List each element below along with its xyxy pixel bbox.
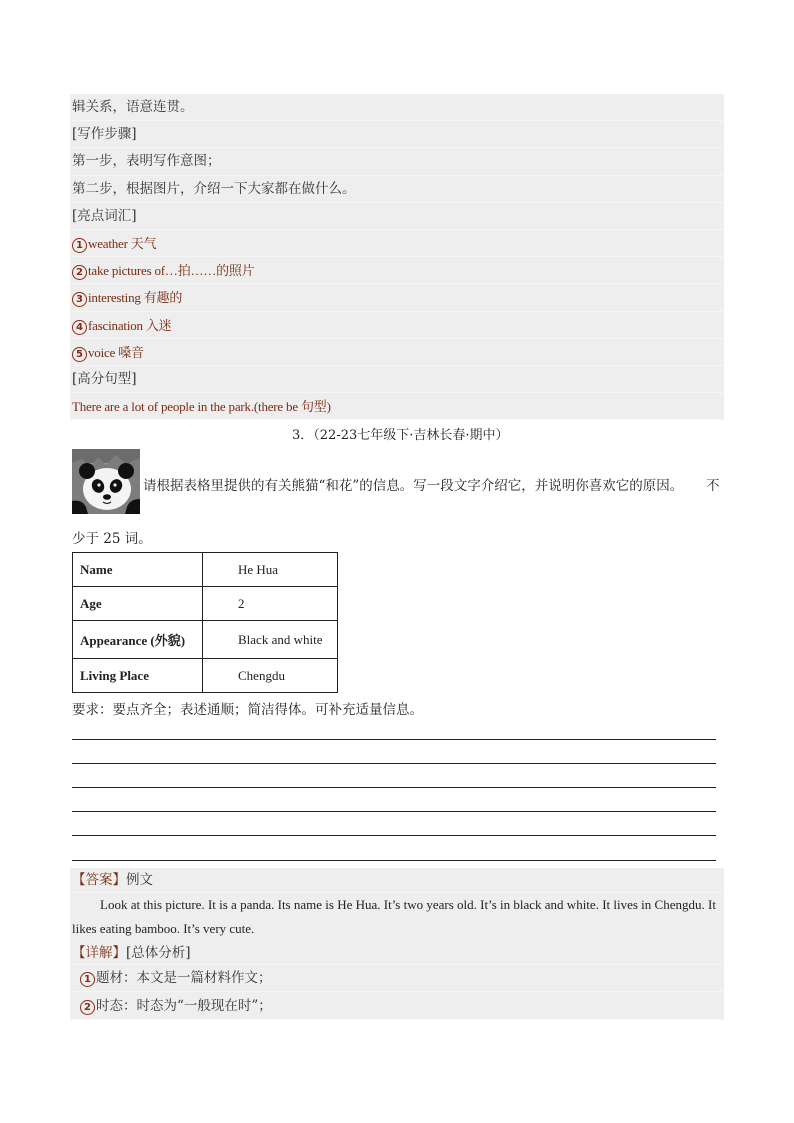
circled-number: 1 — [80, 972, 95, 987]
answer-tag: 【答案】 — [72, 872, 126, 888]
prompt-word-limit: 少于 25 词。 — [72, 531, 152, 547]
vocab-item: 1 weather 天气 — [70, 230, 724, 257]
circled-number: 2 — [72, 265, 87, 280]
vocab-item: 4 fascination 入迷 — [70, 312, 724, 339]
vocab-item: 3 interesting 有趣的 — [70, 284, 724, 311]
continuation-line: 辑关系，语意连贯。 — [70, 94, 724, 121]
analysis-block — [70, 94, 724, 420]
table-value: 2 — [203, 587, 338, 621]
table-row — [73, 659, 338, 693]
circled-number: 3 — [72, 292, 87, 307]
table-key: Appearance (外貌) — [73, 621, 203, 659]
question-header: 3．（22-23七年级下·吉林长春·期中） — [292, 428, 509, 443]
requirements: 要求：要点齐全；表述通顺；简洁得体。可补充适量信息。 — [72, 702, 423, 718]
sentence-example: There are a lot of people in the park.(there be 句型) — [70, 393, 724, 420]
sentence-heading: [高分句型] — [70, 366, 724, 393]
step-2: 第二步，根据图片，介绍一下大家都在做什么。 — [70, 176, 724, 203]
steps-heading: [写作步骤] — [70, 121, 724, 148]
prompt-text-end: 不 — [706, 478, 720, 494]
table-value: He Hua — [203, 553, 338, 587]
panda-image — [72, 449, 140, 514]
vocab-item: 2 take pictures of…拍……的照片 — [70, 257, 724, 284]
table-key: Age — [73, 587, 203, 621]
writing-line — [72, 739, 716, 740]
table-row — [73, 587, 338, 621]
table-value: Black and white — [203, 621, 338, 659]
answer-block — [70, 868, 724, 1020]
detail-heading — [70, 941, 724, 966]
table-key: Living Place — [73, 659, 203, 693]
circled-number: 1 — [72, 238, 87, 253]
prompt-text: 请根据表格里提供的有关熊猫“和花”的信息。写一段文字介绍它，并说明你喜欢它的原因。 — [143, 478, 684, 494]
vocab-heading: [亮点词汇] — [70, 203, 724, 230]
analysis-point: 2 时态：时态为“一般现在时”； — [70, 992, 724, 1020]
table-row — [73, 621, 338, 659]
table-row — [73, 553, 338, 587]
model-essay: Look at this picture. It is a panda. Its name is He Hua. It’s two years old. It’s in black and white. It lives in Chengdu. It likes eating bamboo. It’s very cute. — [72, 896, 716, 936]
writing-line — [72, 763, 716, 764]
circled-number: 2 — [80, 1000, 95, 1015]
writing-line — [72, 860, 716, 861]
analysis-point: 1 题材：本文是一篇材料作文； — [70, 965, 724, 992]
detail-label: [总体分析] — [126, 944, 191, 961]
writing-line — [72, 835, 716, 836]
answer-heading — [70, 868, 724, 893]
table-value: Chengdu — [203, 659, 338, 693]
step-1: 第一步，表明写作意图； — [70, 148, 724, 175]
detail-tag: 【详解】 — [72, 944, 126, 961]
table-key: Name — [73, 553, 203, 587]
answer-label: 例文 — [126, 872, 153, 888]
writing-line — [72, 787, 716, 788]
info-table — [72, 552, 338, 693]
vocab-item: 5 voice 嗓音 — [70, 339, 724, 366]
writing-line — [72, 811, 716, 812]
circled-number: 4 — [72, 320, 87, 335]
circled-number: 5 — [72, 347, 87, 362]
